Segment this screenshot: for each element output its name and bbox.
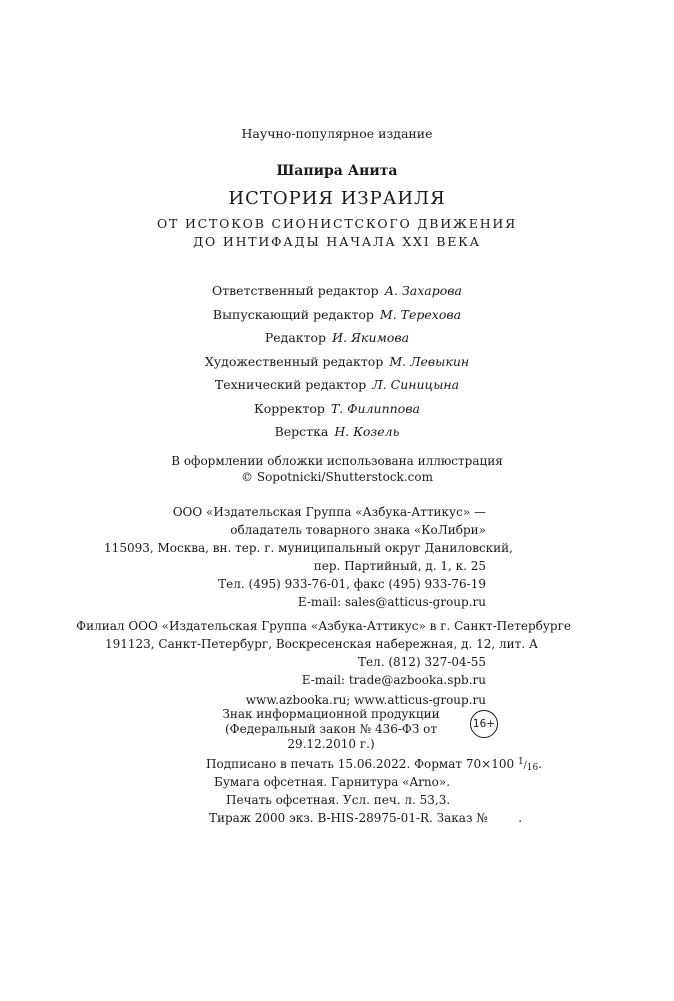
staff-role: Ответственный редактор	[211, 283, 379, 298]
age-rating-badge: 16+	[470, 710, 498, 738]
staff-row	[0, 330, 674, 354]
paper-typeface: Бумага офсетная. Гарнитура «Arno».	[214, 775, 451, 789]
branch-address: 191123, Санкт-Петербург, Воскресенская набережная, д. 12, лит. А	[104, 637, 538, 651]
print-signoff-text: Подписано в печать 15.06.2022. Формат 70×100	[206, 757, 515, 771]
staff-role: Верстка	[274, 424, 329, 439]
fraction-numerator: 1	[517, 757, 524, 767]
editorial-staff-list	[0, 283, 674, 448]
websites: www.azbooka.ru; www.atticus-group.ru	[245, 693, 486, 707]
age-rating-line-1: Знак информационной продукции	[222, 707, 440, 721]
staff-row	[0, 307, 674, 331]
staff-name: Т. Филиппова	[330, 400, 420, 416]
branch-email: E-mail: trade@azbooka.spb.ru	[301, 673, 486, 687]
author-name: Шапира Анита	[276, 163, 398, 179]
staff-row	[0, 377, 674, 401]
print-type: Печать офсетная. Усл. печ. л. 53,3.	[226, 793, 451, 807]
age-rating-text	[196, 707, 466, 752]
staff-row	[0, 424, 674, 448]
publisher-email: E-mail: sales@atticus-group.ru	[297, 595, 486, 609]
staff-name: А. Захарова	[384, 283, 462, 298]
book-title: ИСТОРИЯ ИЗРАИЛЯ	[228, 188, 446, 209]
staff-name: Л. Синицына	[372, 377, 460, 392]
cover-credit: © Sopotnicki/Shutterstock.com	[241, 470, 433, 484]
book-subtitle-line-1: ОТ ИСТОКОВ СИОНИСТСКОГО ДВИЖЕНИЯ	[156, 216, 517, 231]
publisher-name: ООО «Издательская Группа «Азбука-Аттикус» —	[172, 505, 486, 519]
staff-role: Корректор	[254, 400, 325, 416]
print-signoff-end: .	[538, 757, 542, 771]
book-subtitle-line-2: ДО ИНТИФАДЫ НАЧАЛА XXI ВЕКА	[193, 234, 481, 249]
print-signoff	[206, 757, 542, 773]
staff-role: Выпускающий редактор	[212, 306, 374, 322]
age-rating-line-2: (Федеральный закон № 436-ФЗ от 29.12.2010 г.)	[224, 722, 438, 751]
staff-role: Технический редактор	[214, 377, 367, 392]
fraction-denominator: 16	[526, 763, 539, 773]
format-fraction: 1/16	[517, 757, 539, 773]
publisher-address-1: 115093, Москва, вн. тер. г. муниципальный округ Даниловский,	[104, 541, 513, 555]
staff-row	[0, 354, 674, 378]
edition-genre: Научно-популярное издание	[241, 126, 433, 141]
staff-row	[0, 401, 674, 425]
staff-role: Редактор	[264, 330, 327, 345]
publisher-trademark: обладатель товарного знака «КоЛибри»	[230, 523, 486, 537]
branch-name: Филиал ООО «Издательская Группа «Азбука-Аттикус» в г. Санкт-Петербурге	[76, 619, 571, 633]
staff-name: И. Якимова	[332, 330, 410, 345]
staff-name: М. Левыкин	[389, 353, 470, 369]
staff-name: Н. Козель	[334, 424, 400, 439]
publisher-address-2: пер. Партийный, д. 1, к. 25	[313, 559, 486, 573]
staff-role: Художественный редактор	[204, 353, 384, 369]
staff-row	[0, 283, 674, 307]
branch-phone: Тел. (812) 327-04-55	[358, 655, 486, 669]
publisher-phone: Тел. (495) 933-76-01, факс (495) 933-76-19	[218, 577, 486, 591]
staff-name: М. Терехова	[379, 306, 462, 322]
cover-note-line-1: В оформлении обложки использована иллюстрация	[171, 454, 503, 468]
print-run-order: Тираж 2000 экз. B-HIS-28975-01-R. Заказ № .	[209, 811, 523, 825]
